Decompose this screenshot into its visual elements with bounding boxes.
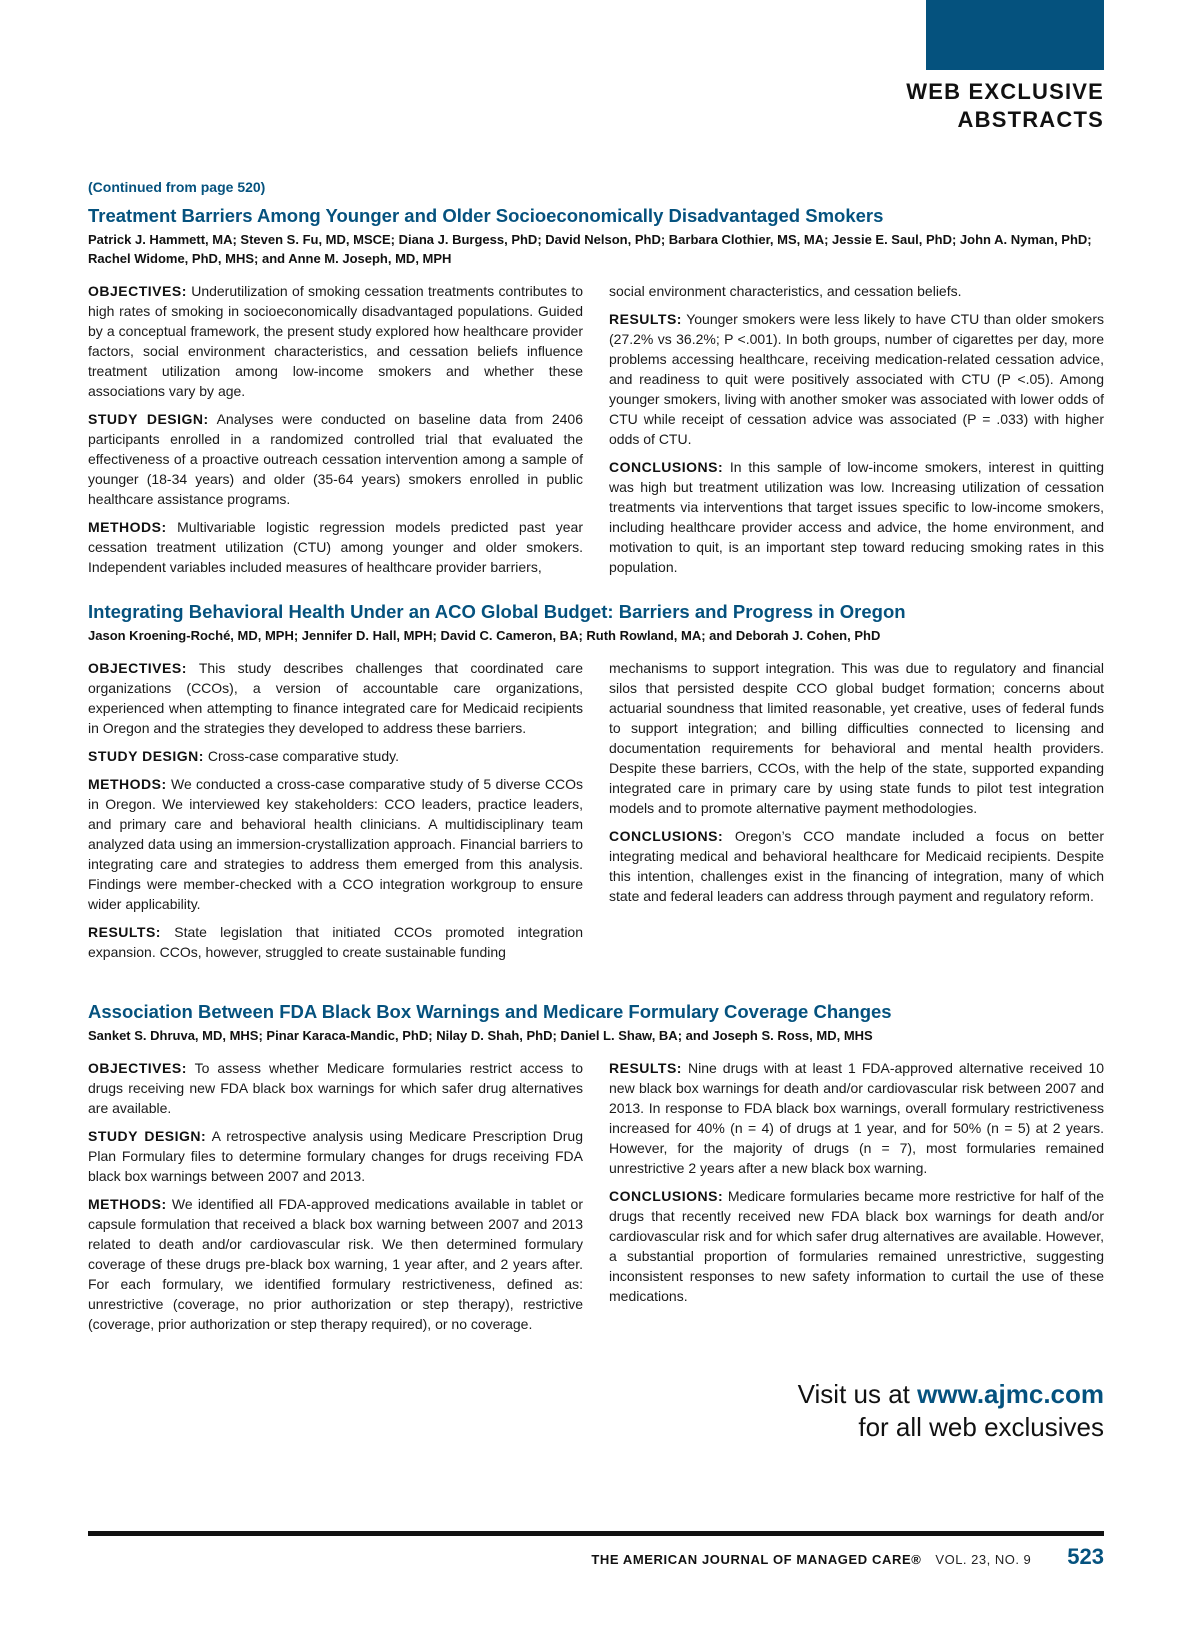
objectives-text: This study describes challenges that coordinated care organizations (CCOs), a version of accountable care organizations, experienced when attempting to finance integrated care for Medicaid recipients in Oregon and the strategies they developed to address these barriers. <box>88 660 583 736</box>
left-column <box>88 1058 583 1342</box>
web-exclusives-promo <box>798 1378 1104 1444</box>
objectives-text: Underutilization of smoking cessation treatments contributes to high rates of smoking in socioeconomically disadvantaged populations. Guided by a conceptual framework, the present study explored how healthcare provider factors, social environment characteristics, and cessation beliefs influence treatment utilization among low-income smokers and whether these associations vary by age. <box>88 283 583 399</box>
continued-note: (Continued from page 520) <box>88 179 266 195</box>
conclusions-heading: CONCLUSIONS: <box>609 1188 724 1204</box>
study-design-heading: STUDY DESIGN: <box>88 748 204 764</box>
abstract-columns <box>88 1058 1104 1342</box>
objectives-text: To assess whether Medicare formularies restrict access to drugs receiving new FDA black box warnings for which safer drug alternatives are available. <box>88 1060 583 1116</box>
study-design-paragraph <box>88 1126 583 1186</box>
results-continued-paragraph <box>609 658 1104 818</box>
right-column <box>609 1058 1104 1342</box>
methods-heading: METHODS: <box>88 519 167 535</box>
study-design-heading: STUDY DESIGN: <box>88 1128 207 1144</box>
methods-continued-paragraph <box>609 281 1104 301</box>
corner-color-block <box>926 0 1104 70</box>
study-design-text: Analyses were conducted on baseline data from 2406 participants enrolled in a randomized controlled trial that evaluated the effectiveness of a proactive outreach cessation intervention among a sample of younger (18-34 years) and older (35-64 years) smokers enrolled in public healthcare assistance programs. <box>88 411 583 507</box>
abstract-authors: Sanket S. Dhruva, MD, MHS; Pinar Karaca-Mandic, PhD; Nilay D. Shah, PhD; Daniel L. Shaw, BA; and Joseph S. Ross, MD, MHS <box>88 1028 873 1043</box>
methods-continued-text: social environment characteristics, and cessation beliefs. <box>609 283 962 299</box>
abstract-3 <box>88 1000 1104 1342</box>
left-column <box>88 281 583 585</box>
section-label <box>906 78 1104 134</box>
objectives-paragraph <box>88 281 583 401</box>
promo-line-1 <box>798 1378 1104 1411</box>
methods-paragraph <box>88 774 583 914</box>
abstract-title: Association Between FDA Black Box Warnings and Medicare Formulary Coverage Changes <box>88 1001 892 1022</box>
right-column <box>609 281 1104 585</box>
objectives-paragraph <box>88 658 583 738</box>
results-text: Nine drugs with at least 1 FDA-approved alternative received 10 new black box warnings for death and/or cardiovascular risk between 2007 and 2013. In response to FDA black box warnings, overall formulary restrictiveness increased for 40% (n = 4) of drugs at 1 year, and for 50% (n = 5) at 2 years. However, for the majority of drugs (n = 7), most formularies remained unrestrictive 2 years after a new black box warning. <box>609 1060 1105 1176</box>
journal-name: THE AMERICAN JOURNAL OF MANAGED CARE® <box>591 1552 922 1567</box>
abstract-authors: Patrick J. Hammett, MA; Steven S. Fu, MD, MSCE; Diana J. Burgess, PhD; David Nelson, PhD; Barbara Clothier, MS, MA; Jessie E. Saul, PhD; John A. Nyman, PhD; Rachel Widome, PhD, MHS; and Anne M. Joseph, MD, MPH <box>88 232 1092 266</box>
section-label-line2: ABSTRACTS <box>957 107 1104 132</box>
promo-prefix: Visit us at <box>797 1379 918 1409</box>
methods-paragraph <box>88 1194 583 1334</box>
abstract-title: Integrating Behavioral Health Under an ACO Global Budget: Barriers and Progress in Oregon <box>88 601 906 622</box>
abstract-columns <box>88 658 1104 970</box>
promo-line-2: for all web exclusives <box>858 1412 1104 1442</box>
abstract-columns <box>88 281 1104 585</box>
abstract-1 <box>88 204 1104 585</box>
study-design-heading: STUDY DESIGN: <box>88 411 209 427</box>
conclusions-text: Oregon’s CCO mandate included a focus on better integrating medical and behavioral healthcare for Medicaid recipients. Despite this intention, challenges exist in the financing of integration, many of which state and federal leaders can address through payment and regulatory reform. <box>609 828 1104 904</box>
results-heading: RESULTS: <box>609 311 682 327</box>
page-number: 523 <box>1067 1544 1104 1569</box>
conclusions-heading: CONCLUSIONS: <box>609 459 724 475</box>
methods-paragraph <box>88 517 583 577</box>
objectives-heading: OBJECTIVES: <box>88 1060 187 1076</box>
section-label-line1: WEB EXCLUSIVE <box>906 79 1104 104</box>
conclusions-paragraph <box>609 826 1104 906</box>
abstract-2 <box>88 600 1104 970</box>
results-heading: RESULTS: <box>609 1060 682 1076</box>
conclusions-paragraph <box>609 457 1104 577</box>
results-continued-text: mechanisms to support integration. This was due to regulatory and financial silos that persisted despite CCO global budget formation; concerns about actuarial soundness that limited reasonable, yet creative, uses of federal funds to support integration; and billing difficulties connected to licensing and documentation requirements for behavioral and mental health providers. Despite these barriers, CCOs, with the help of the state, supported expanding integrated care in primary care by using state funds to pilot test integration models and to promote alternative payment methodologies. <box>609 660 1104 816</box>
footer-rule <box>88 1531 1104 1536</box>
results-paragraph <box>609 1058 1104 1178</box>
objectives-paragraph <box>88 1058 583 1118</box>
conclusions-text: Medicare formularies became more restrictive for half of the drugs that recently received new FDA black box warnings for death and/or cardiovascular risk and for which safer drug alternatives are available. However, a substantial proportion of formularies remained unrestrictive, suggesting inconsistent responses to new safety information to curtail the use of these medications. <box>609 1188 1104 1304</box>
abstract-authors: Jason Kroening-Roché, MD, MPH; Jennifer D. Hall, MPH; David C. Cameron, BA; Ruth Rowland, MA; and Deborah J. Cohen, PhD <box>88 628 881 643</box>
methods-heading: METHODS: <box>88 1196 167 1212</box>
results-text: State legislation that initiated CCOs promoted integration expansion. CCOs, however, struggled to create sustainable funding <box>88 924 584 960</box>
right-column <box>609 658 1104 970</box>
methods-heading: METHODS: <box>88 776 167 792</box>
results-paragraph <box>88 922 583 962</box>
left-column <box>88 658 583 970</box>
results-heading: RESULTS: <box>88 924 161 940</box>
conclusions-heading: CONCLUSIONS: <box>609 828 724 844</box>
page-footer <box>591 1544 1104 1570</box>
study-design-paragraph <box>88 746 583 766</box>
objectives-heading: OBJECTIVES: <box>88 283 187 299</box>
objectives-heading: OBJECTIVES: <box>88 660 187 676</box>
conclusions-paragraph <box>609 1186 1104 1306</box>
volume-issue: VOL. 23, NO. 9 <box>935 1552 1032 1567</box>
methods-text: We identified all FDA-approved medications available in tablet or capsule formulation that received a black box warning between 2007 and 2013 related to death and/or cardiovascular risk. We then determined formulary coverage of these drugs pre-black box warning, 1 year after, and 2 years after. For each formulary, we identified formulary restrictiveness, defined as: unrestrictive (coverage, no prior authorization or step therapy), restrictive (coverage, prior authorization or step therapy required), or no coverage. <box>88 1196 583 1332</box>
study-design-text: A retrospective analysis using Medicare Prescription Drug Plan Formulary files to determine formulary changes for drugs receiving FDA black box warnings between 2007 and 2013. <box>88 1128 583 1184</box>
website-link[interactable]: www.ajmc.com <box>917 1379 1104 1409</box>
methods-text: Multivariable logistic regression models predicted past year cessation treatment utilization (CTU) among younger and older smokers. Independent variables included measures of healthcare provider barriers, <box>88 519 583 575</box>
methods-text: We conducted a cross-case comparative study of 5 diverse CCOs in Oregon. We interviewed key stakeholders: CCO leaders, practice leaders, and primary care and behavioral health clinicians. A multidisciplinary team analyzed data using an immersion-crystallization approach. Financial barriers to integrating care and strategies to address them emerged from this analysis. Findings were member-checked with a CCO integration workgroup to ensure wider applicability. <box>88 776 584 912</box>
study-design-text: Cross-case comparative study. <box>207 748 399 764</box>
results-text: Younger smokers were less likely to have CTU than older smokers (27.2% vs 36.2%; P <.001). In both groups, number of cigarettes per day, more problems accessing healthcare, receiving medication-related cessation advice, and readiness to quit were positively associated with CTU (P <.05). Among younger smokers, living with another smoker was associated with lower odds of CTU while receipt of cessation advice was associated (P = .033) with higher odds of CTU. <box>609 311 1104 447</box>
abstract-title: Treatment Barriers Among Younger and Older Socioeconomically Disadvantaged Smokers <box>88 205 884 226</box>
study-design-paragraph <box>88 409 583 509</box>
conclusions-text: In this sample of low-income smokers, interest in quitting was high but treatment utilization was low. Increasing utilization of cessation treatments via interventions that target issues specific to low-income smokers, including healthcare provider access and advice, the home environment, and motivation to quit, is an important step toward reducing smoking rates in this population. <box>609 459 1104 575</box>
results-paragraph <box>609 309 1104 449</box>
